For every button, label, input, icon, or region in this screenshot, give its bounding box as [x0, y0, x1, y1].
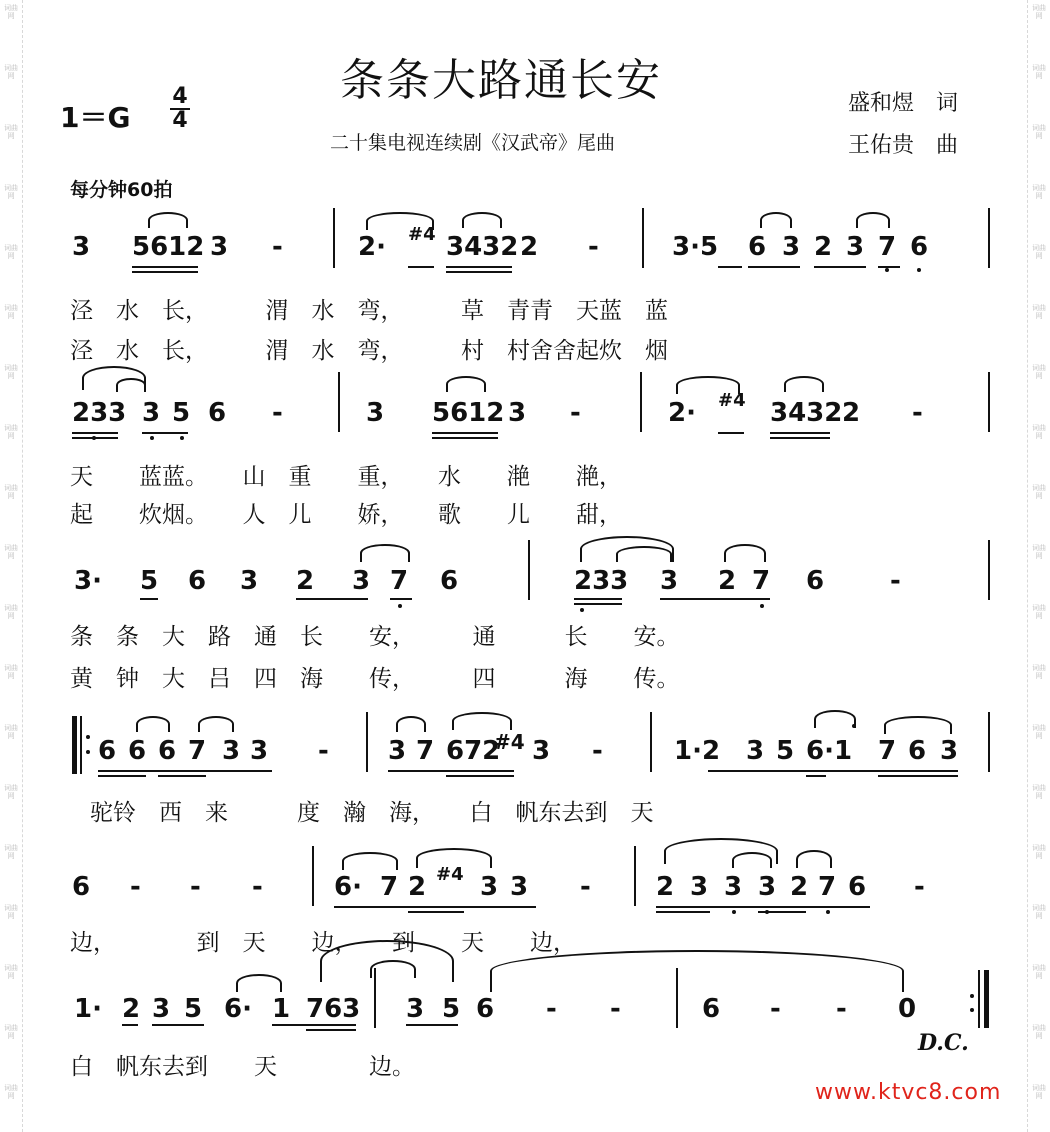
note: 3 [222, 736, 241, 766]
underline [770, 432, 830, 434]
note: 3 [846, 232, 865, 262]
note: 2· [668, 398, 696, 428]
watermark: www.ktvc8.com [815, 1080, 1002, 1105]
underline [272, 1024, 356, 1026]
note: 7 [818, 872, 837, 902]
underline [408, 266, 434, 268]
note: 7 [188, 736, 207, 766]
note: - [272, 232, 283, 262]
side-watermark-text: 词曲网 [1032, 484, 1046, 500]
repeat-barline [72, 716, 77, 774]
barline [634, 846, 636, 906]
slur [884, 716, 952, 734]
note: 6· [334, 872, 362, 902]
underline [432, 437, 498, 439]
slur [116, 378, 146, 392]
lyric-verse-1: 条 条 大 路 通 长 安， 通 长 安。 [70, 624, 680, 650]
side-watermark-text: 词曲网 [1032, 124, 1046, 140]
slur [616, 546, 672, 562]
side-watermark-text: 词曲网 [4, 964, 18, 980]
barline [312, 846, 314, 906]
note: 6 [188, 566, 207, 596]
side-watermark-text: 词曲网 [1032, 364, 1046, 380]
repeat-barline [984, 970, 989, 1028]
note: 3 [532, 736, 551, 766]
note: 3 [660, 566, 679, 596]
note: 1· [74, 994, 102, 1024]
slur [814, 710, 856, 728]
note: 1·2 [674, 736, 721, 766]
barline [988, 208, 990, 268]
octave-dot [398, 604, 402, 608]
underline [446, 271, 512, 273]
left-margin-strip [0, 0, 23, 1132]
note: 3 [782, 232, 801, 262]
underline [432, 432, 498, 434]
note: 5612 [132, 232, 205, 262]
side-watermark-text: 词曲网 [4, 784, 18, 800]
underline [814, 266, 866, 268]
note: 3432 [770, 398, 843, 428]
accidental: #4 [718, 390, 746, 411]
slur [416, 848, 492, 868]
note: - [252, 872, 263, 902]
note: 3 [210, 232, 229, 262]
barline [640, 372, 642, 432]
barline [338, 372, 340, 432]
side-watermark-text: 词曲网 [4, 844, 18, 860]
note: 2 [656, 872, 675, 902]
side-watermark-text: 词曲网 [1032, 64, 1046, 80]
note: 763 [306, 994, 361, 1024]
side-watermark-text: 词曲网 [4, 544, 18, 560]
time-signature-top: 4 [172, 84, 188, 109]
note: 2 [296, 566, 315, 596]
underline [390, 598, 412, 600]
slur [676, 376, 740, 394]
underline [878, 775, 958, 777]
note: 7 [416, 736, 435, 766]
song-subtitle: 二十集电视连续剧《汉武帝》尾曲 [330, 132, 616, 154]
underline [98, 775, 146, 777]
side-watermark-text: 词曲网 [1032, 724, 1046, 740]
note: - [570, 398, 581, 428]
slur [236, 974, 282, 992]
note: 3 [72, 232, 91, 262]
octave-dot [732, 910, 736, 914]
tempo-marking: 每分钟60拍 [70, 179, 173, 201]
underline [574, 603, 622, 605]
side-watermark-text: 词曲网 [4, 304, 18, 320]
side-watermark-text: 词曲网 [1032, 544, 1046, 560]
note: 7 [390, 566, 409, 596]
underline [334, 906, 536, 908]
underline [748, 266, 800, 268]
slur [342, 852, 398, 870]
octave-dot [760, 604, 764, 608]
note: 3 [758, 872, 777, 902]
barline [366, 712, 368, 772]
underline [408, 911, 464, 913]
note: 6 [910, 232, 929, 262]
lyric-verse-1: 白 帆东去到 天 边。 [70, 1054, 415, 1080]
side-watermark-text: 词曲网 [4, 604, 18, 620]
underline [708, 770, 958, 772]
underline [718, 266, 742, 268]
slur [136, 716, 170, 732]
underline [142, 432, 188, 434]
note: 6 [440, 566, 459, 596]
note: 0 [898, 994, 917, 1024]
side-watermark-text: 词曲网 [1032, 424, 1046, 440]
side-watermark-text: 词曲网 [4, 904, 18, 920]
note: - [592, 736, 603, 766]
repeat-dot [970, 994, 974, 998]
accidental: #4 [408, 224, 436, 245]
repeat-barline [80, 716, 82, 774]
note: - [890, 566, 901, 596]
side-watermark-text: 词曲网 [1032, 844, 1046, 860]
note: 6·1 [806, 736, 853, 766]
da-capo-marking: D.C. [918, 1030, 969, 1056]
note: 3 [152, 994, 171, 1024]
slur [198, 716, 234, 732]
side-watermark-text: 词曲网 [1032, 604, 1046, 620]
side-watermark-text: 词曲网 [1032, 304, 1046, 320]
note: 6 [848, 872, 867, 902]
note: 3 [366, 398, 385, 428]
note: 5 [140, 566, 159, 596]
note: 3 [142, 398, 161, 428]
slur [148, 212, 188, 228]
note: 3 [746, 736, 765, 766]
slur [856, 212, 890, 228]
repeat-dot [86, 750, 90, 754]
barline [988, 372, 990, 432]
note: 7 [752, 566, 771, 596]
note: 7 [380, 872, 399, 902]
underline [656, 911, 710, 913]
note: 6 [208, 398, 227, 428]
lyric-verse-1: 泾 水 长， 渭 水 弯， 草 青青 天蓝 蓝 [70, 298, 668, 324]
note: 7 [878, 736, 897, 766]
slur [462, 212, 502, 228]
note: 5 [776, 736, 795, 766]
slur [732, 852, 772, 868]
octave-dot [885, 268, 889, 272]
lyric-verse-1: 驼铃 西 来 度 瀚 海， 白 帆东去到 天 [90, 800, 654, 826]
octave-dot [92, 436, 96, 440]
side-watermark-text: 词曲网 [4, 364, 18, 380]
octave-dot [180, 436, 184, 440]
slur [452, 712, 512, 730]
barline [333, 208, 335, 268]
note: 6 [72, 872, 91, 902]
underline [72, 432, 118, 434]
note: 2 [842, 398, 861, 428]
note: 5 [442, 994, 461, 1024]
underline [296, 598, 368, 600]
time-signature-bottom: 4 [172, 108, 188, 133]
note: 2 [122, 994, 141, 1024]
slur [396, 716, 426, 732]
side-watermark-text: 词曲网 [4, 424, 18, 440]
note: - [770, 994, 781, 1024]
note: 6 [128, 736, 147, 766]
note: 5 [184, 994, 203, 1024]
note: 3 [406, 994, 425, 1024]
repeat-barline [978, 970, 980, 1028]
underline [660, 598, 770, 600]
side-watermark-text: 词曲网 [4, 184, 18, 200]
side-watermark-text: 词曲网 [1032, 4, 1046, 20]
side-watermark-text: 词曲网 [1032, 1084, 1046, 1100]
note: 6 [806, 566, 825, 596]
note: 6 [98, 736, 117, 766]
note: 2 [718, 566, 737, 596]
side-watermark-text: 词曲网 [4, 64, 18, 80]
note: 3 [940, 736, 959, 766]
slur [366, 212, 434, 230]
note: 2 [520, 232, 539, 262]
note: - [272, 398, 283, 428]
note: - [588, 232, 599, 262]
note: 6 [702, 994, 721, 1024]
composer-credit: 王佑贵 曲 [848, 133, 959, 158]
note: - [546, 994, 557, 1024]
octave-dot [852, 724, 856, 728]
underline [306, 1029, 356, 1031]
underline [718, 432, 744, 434]
barline [988, 540, 990, 600]
side-watermark-text: 词曲网 [4, 1084, 18, 1100]
underline [656, 906, 870, 908]
note: 3 [352, 566, 371, 596]
note: 5 [172, 398, 191, 428]
repeat-dot [970, 1008, 974, 1012]
note: 5612 [432, 398, 505, 428]
song-title: 条条大路通长安 [340, 55, 662, 106]
note: 233 [72, 398, 127, 428]
underline [152, 1024, 204, 1026]
lyricist-credit: 盛和煜 词 [848, 91, 959, 116]
underline [574, 598, 622, 600]
underline [132, 266, 198, 268]
accidental: #4 [494, 730, 525, 754]
underline [158, 775, 206, 777]
side-watermark-text: 词曲网 [4, 724, 18, 740]
underline [770, 437, 830, 439]
barline [988, 712, 990, 772]
slur [796, 850, 832, 868]
note: 3· [74, 566, 102, 596]
octave-dot [765, 910, 769, 914]
note: 6· [224, 994, 252, 1024]
underline [132, 271, 198, 273]
note: 3 [690, 872, 709, 902]
side-watermark-text: 词曲网 [4, 1024, 18, 1040]
underline [406, 1024, 458, 1026]
side-watermark-text: 词曲网 [1032, 184, 1046, 200]
time-signature [170, 86, 190, 132]
key-signature: 1＝G [60, 101, 131, 134]
side-watermark-text: 词曲网 [1032, 904, 1046, 920]
note: 3 [724, 872, 743, 902]
side-watermark-text: 词曲网 [1032, 964, 1046, 980]
note: 2 [790, 872, 809, 902]
side-watermark-text: 词曲网 [1032, 244, 1046, 260]
note: - [836, 994, 847, 1024]
slur [370, 960, 416, 978]
note: 1 [272, 994, 291, 1024]
note: - [914, 872, 925, 902]
side-watermark-text: 词曲网 [4, 484, 18, 500]
note: 3 [480, 872, 499, 902]
note: - [190, 872, 201, 902]
note: 2 [408, 872, 427, 902]
note: - [912, 398, 923, 428]
repeat-dot [86, 735, 90, 739]
note: 6 [158, 736, 177, 766]
underline [446, 266, 512, 268]
note: 3 [510, 872, 529, 902]
octave-dot [917, 268, 921, 272]
side-watermark-text: 词曲网 [1032, 1024, 1046, 1040]
lyric-verse-2: 泾 水 长， 渭 水 弯， 村 村舍舍起炊 烟 [70, 338, 668, 364]
note: 3 [240, 566, 259, 596]
underline [122, 1024, 138, 1026]
right-margin-strip [1027, 0, 1050, 1132]
note: 3 [250, 736, 269, 766]
note: 2· [358, 232, 386, 262]
octave-dot [150, 436, 154, 440]
underline [98, 770, 272, 772]
slur [724, 544, 766, 562]
slur [360, 544, 410, 562]
side-watermark-text: 词曲网 [1032, 664, 1046, 680]
side-watermark-text: 词曲网 [4, 4, 18, 20]
note: 6 [748, 232, 767, 262]
note: 233 [574, 566, 629, 596]
slur [784, 376, 824, 392]
slur [446, 376, 486, 392]
side-watermark-text: 词曲网 [4, 124, 18, 140]
note: 7 [878, 232, 897, 262]
side-watermark-text: 词曲网 [1032, 784, 1046, 800]
lyric-verse-1: 边， 到 天 边， 到 天 边， [70, 930, 576, 956]
underline [140, 598, 158, 600]
note: - [130, 872, 141, 902]
octave-dot [826, 910, 830, 914]
note: 6 [476, 994, 495, 1024]
barline [528, 540, 530, 600]
note: 3 [388, 736, 407, 766]
note: 672 [446, 736, 501, 766]
note: 3·5 [672, 232, 719, 262]
note: 2 [814, 232, 833, 262]
note: 3432 [446, 232, 519, 262]
note: 3 [508, 398, 527, 428]
note: - [318, 736, 329, 766]
lyric-verse-2: 黄 钟 大 吕 四 海 传， 四 海 传。 [70, 666, 680, 692]
octave-dot [580, 608, 584, 612]
note: 6 [908, 736, 927, 766]
barline [642, 208, 644, 268]
side-watermark-text: 词曲网 [4, 664, 18, 680]
underline [446, 775, 514, 777]
underline [388, 770, 514, 772]
tie [490, 950, 904, 992]
note: - [580, 872, 591, 902]
lyric-verse-1: 天 蓝蓝。 山 重 重， 水 滟 滟， [70, 464, 622, 490]
barline [650, 712, 652, 772]
side-watermark-text: 词曲网 [4, 244, 18, 260]
lyric-verse-2: 起 炊烟。 人 儿 娇， 歌 儿 甜， [70, 502, 622, 528]
accidental: #4 [436, 864, 464, 885]
underline [878, 266, 900, 268]
slur [760, 212, 792, 228]
note: - [610, 994, 621, 1024]
underline [806, 775, 826, 777]
